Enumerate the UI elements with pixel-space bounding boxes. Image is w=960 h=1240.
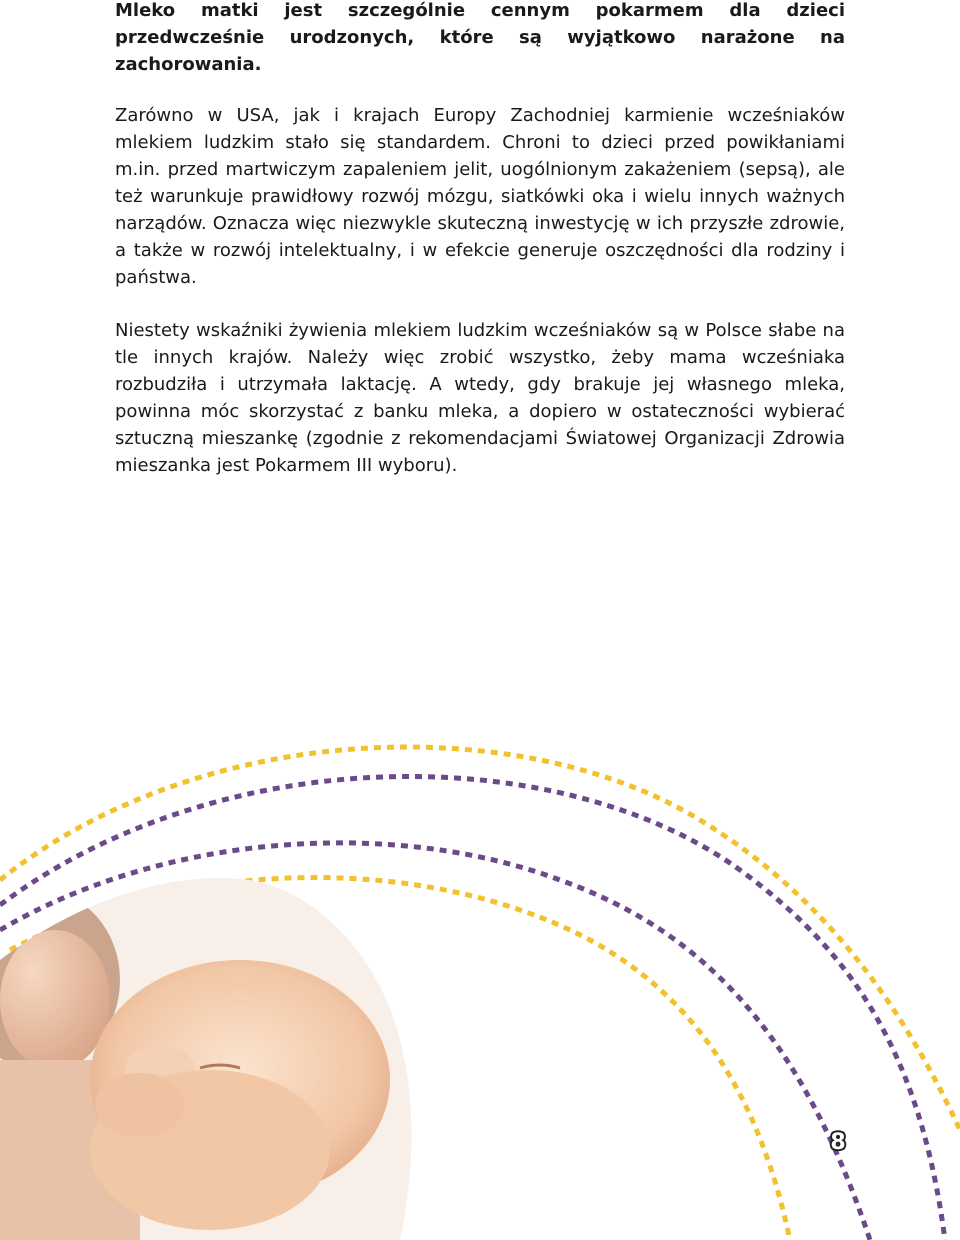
body-paragraph-2: Niestety wskaźniki żywienia mlekiem ludzkim wcześniaków są w Polsce słabe na tle innych krajów. Należy więc zrobić wszystko, żeby mama wcześniaka rozbudziła i utrzymała laktację. A wtedy, gdy brakuje jej własnego mleka, powinna móc skorzystać z banku mleka, a dopiero w ostateczności wybierać sztuczną mieszankę (zgodnie z rekomendacjami Światowej Organizacji Zdrowia mieszanka jest Pokarmem III wyboru). (115, 320, 845, 476)
intro-paragraph: Mleko matki jest szczególnie cennym pokarmem dla dzieci przedwcześnie urodzonych, które są wyjątkowo narażone na zachorowania. (115, 0, 845, 75)
body-paragraph-1: Zarówno w USA, jak i krajach Europy Zachodniej karmienie wcześniaków mlekiem ludzkim stało się standardem. Chroni to dzieci przed powikłaniami m.in. przed martwiczym zapaleniem jelit, uogólnionym zakażeniem (sepsą), ale też warunkuje prawidłowy rozwój mózgu, siatkówki oka i wielu innych ważnych narządów. Oznacza więc niezwykle skuteczną inwestycję w ich przyszłe zdrowie, a także w rozwój intelektualny, i w efekcie generuje oszczędności dla rodziny i państwa. (115, 105, 845, 288)
page-number: 8 (830, 1130, 846, 1155)
mother-baby-photo (0, 860, 420, 1240)
